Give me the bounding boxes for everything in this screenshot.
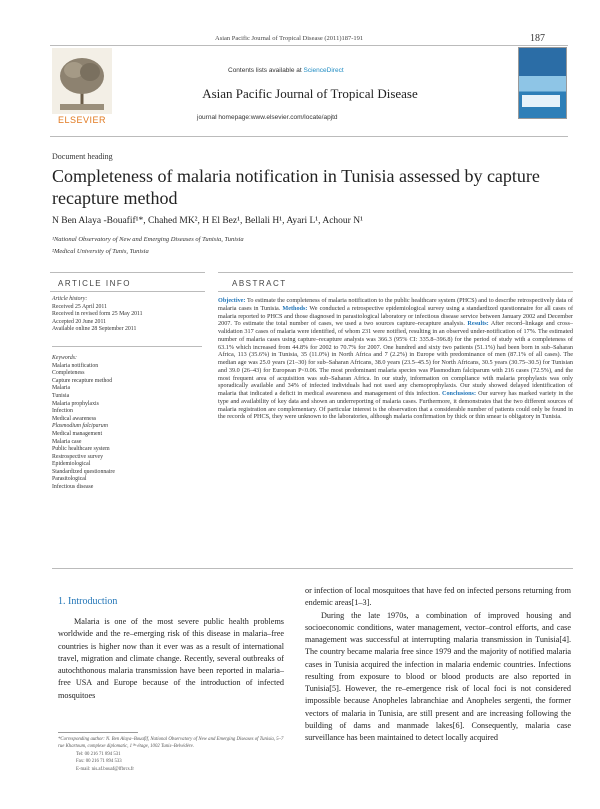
abstract-heading: ABSTRACT — [232, 279, 287, 288]
info-top-rule — [50, 272, 205, 273]
journal-title: Asian Pacific Journal of Tropical Disease — [202, 86, 418, 101]
history-label: Article history: — [52, 296, 88, 302]
paragraph-right-2: During the late 1970s, a combination of improved housing and socioeconomic conditions, water management, vector–control efforts, and case management was successful at interrupting malaria transmission in Tunisia[4]. The country became malaria free since 1979 and the majority of notified malaria cases in Tunisia acquired the infection in malaria endemic countries. Infections resulting from exposure to blood or blood products are also reported in Tunisia[5]. However, the re–emergence risk of local foci is not considered impossible because Anopheles labranchiae and Anopheles sergenti, the former vectors of malaria in Tunisia, are still present and are increasing following the building of dams and manmade lakes[6]. Consequently, malaria case surveillance has been maintained to detect locally acquired — [305, 610, 571, 742]
abstract-body — [218, 297, 573, 421]
methods-label: Methods: — [282, 304, 308, 312]
contents-prefix: Contents lists available at — [228, 67, 302, 74]
keyword-item: Parasitological — [52, 476, 87, 483]
author-list: N Ben Alaya -Bouafif¹*, Chahed MK², H El Bez¹, Bellali H¹, Ayari L¹, Achour N¹ — [52, 216, 363, 226]
keywords-label: Keywords: — [52, 354, 77, 361]
abstract-top-rule — [218, 272, 573, 273]
keyword-item: Completeness — [52, 370, 85, 377]
journal-homepage-link[interactable]: journal homepage:www.elsevier.com/locate/apjtd — [197, 114, 338, 121]
section-heading-introduction: 1. Introduction — [58, 596, 118, 607]
keyword-item: Malaria case — [52, 438, 82, 445]
keyword-item: Public healthcare system — [52, 446, 110, 453]
keyword-item: Plasmodium falciparum — [52, 423, 108, 430]
objective-text: To estimate the completeness of malaria notification to the public healthcare system (PHCS) and to describe retrospectively data of malaria cases in Tunisia. — [218, 297, 573, 312]
header-rule — [50, 45, 568, 46]
article-info-heading: ARTICLE INFO — [58, 279, 131, 288]
article-title: Completeness of malaria notification in Tunisia assessed by capture recapture method — [52, 166, 540, 208]
keyword-item: Restrospective survey — [52, 453, 104, 460]
keyword-item: Infection — [52, 408, 73, 415]
page-number: 187 — [530, 33, 545, 44]
corresponding-author-footnote — [58, 736, 284, 773]
keyword-item: Medical management — [52, 430, 103, 437]
results-label: Results: — [467, 320, 489, 328]
footnote-address: *Corresponding author: N. Ben Alaya–Bouafif, National Observatory of New and Emerging Diseases of Tunisia, 5–7 rue Khartoum, complexe diplomatic, 1⁰ᵗʰ étage, 1002 Tunis–Belvédère. — [58, 737, 284, 750]
affiliation-1: ¹National Observatory of New and Emerging Diseases of Tunisia, Tunisia — [52, 236, 244, 243]
conclusion-label: Conclusions: — [441, 390, 477, 397]
paragraph-right-1: or infection of local mosquitoes that have fed on infected persons returning from endemic areas[1–3]. — [305, 586, 571, 608]
keyword-item: Malaria — [52, 385, 71, 392]
keyword-list — [52, 363, 202, 492]
keyword-item: Capture recapture method — [52, 377, 113, 384]
elsevier-logo — [52, 48, 112, 128]
running-title: Asian Pacific Journal of Tropical Disease (2011)187-191 — [215, 35, 364, 42]
accepted-date: Accepted 20 June 2011 — [52, 318, 107, 325]
revised-date: Received in revised form 25 May 2011 — [52, 311, 143, 318]
document-heading: Document heading — [52, 152, 113, 161]
keyword-item: Epidemiological — [52, 461, 91, 468]
journal-cover-image — [518, 47, 567, 119]
abstract-header-rule — [218, 291, 573, 292]
keyword-item: Standardized questionnaire — [52, 468, 115, 475]
online-date: Available online 28 September 2011 — [52, 326, 137, 333]
sciencedirect-link[interactable]: ScienceDirect — [303, 67, 344, 74]
footnote-tel: Tel: 00 216 71 894 531 — [76, 751, 121, 757]
received-date: Received 25 April 2011 — [52, 303, 108, 310]
masthead-rule — [50, 136, 568, 137]
keyword-item: Medical awareness — [52, 415, 97, 422]
abstract-bottom-rule — [52, 568, 573, 569]
objective-label: Objective: — [218, 297, 246, 304]
contents-line — [228, 67, 344, 74]
conclusion-text: Our survey has marked variety in the type and availability of key data and shown an underreporting of malaria cases. Furthermore, it demonstrates that the two different sources of malaria registration are complementary. Of particular interest is the observation that a considerable number of patients could only be found in the records of PHCS, they were unknown to the laboratories, although malaria confirmation by thick or thin smear is obligatory in Tunisia. — [218, 390, 573, 421]
body-column-right — [305, 585, 571, 744]
article-info — [52, 292, 202, 492]
results-text: After record–linkage and cross–validation 317 cases of malaria were identified, of whom 231 were notified, resulting in an observed under-notification of 17%. The estimated number of malaria cases using capture–recapture analysis was 366.3 (95% CI: 335.8–396.8) for the period of study with a completeness of 63.1% which increased from 44.8% for 2002 to 70.7% for 2007. One hundred and sixty two patients (51.1%) had been born in sub–Saharan Africa, 113 (35.6%) in Tunisia, 35 (11.0%) in North Africa and 7 (2.2%) in Europe with predominance of men (87.1% of all cases). The median age was 25.0 years (21–30) for sub–Saharan Africans, 38.0 years (23.5–45.5) for North Africans, 30.5 years (30.75–30.5) for Tunisian and 39.0 (26–43) for European P<0.06. The most predominant malaria species was Plasmodium falciparum with 216 cases (72.5%), and the most frequent area of acquisition was sub–Saharan Africa. In our study, information on compliance with malaria prophylaxis was only sporadically available and 34% of infected individuals had not used any chemoprophylaxis. Our study showed delayed identification of malaria that indicated a deficit in medical awareness and management of this infection. — [218, 320, 574, 397]
publisher-name: ELSEVIER — [57, 115, 107, 125]
footnote-email[interactable]: E-mail: nis.af.bouaf@lfbrcs.fr — [76, 766, 134, 772]
affiliation-2: ²Medical University of Tunis, Tunisia — [52, 248, 149, 255]
footnote-rule — [58, 732, 138, 733]
journal-cover-strip — [522, 95, 560, 107]
methods-text: We conducted a retrospective epidemiological survey using a standardized questionnaire for all cases of malaria reported to PHCS and those diagnosed in parasitological laboratory or infectious disease service between January 2002 and December 2007. To estimate the total number of cases, we used a two sources capture–recapture analysis. — [218, 304, 574, 328]
body-column-left — [58, 616, 284, 702]
paragraph-left: Malaria is one of the most severe public health problems worldwide and the re–emerging risk of this disease in malaria–free countries is higher now than it ever was as a result of international travel, migration and climate change. Recently, several outbreaks of autochthonous malaria transmission have been reported in malaria–free USA and Europe because of the introduction of infected mosquitoes — [58, 617, 284, 700]
footnote-fax: Fax: 00 216 71 894 533 — [76, 759, 122, 765]
keyword-item: Malaria notification — [52, 362, 99, 369]
keyword-item: Malaria prophylaxis — [52, 400, 99, 407]
keyword-item: Tunisia — [52, 392, 70, 399]
keyword-item: Infectious disease — [52, 484, 94, 491]
